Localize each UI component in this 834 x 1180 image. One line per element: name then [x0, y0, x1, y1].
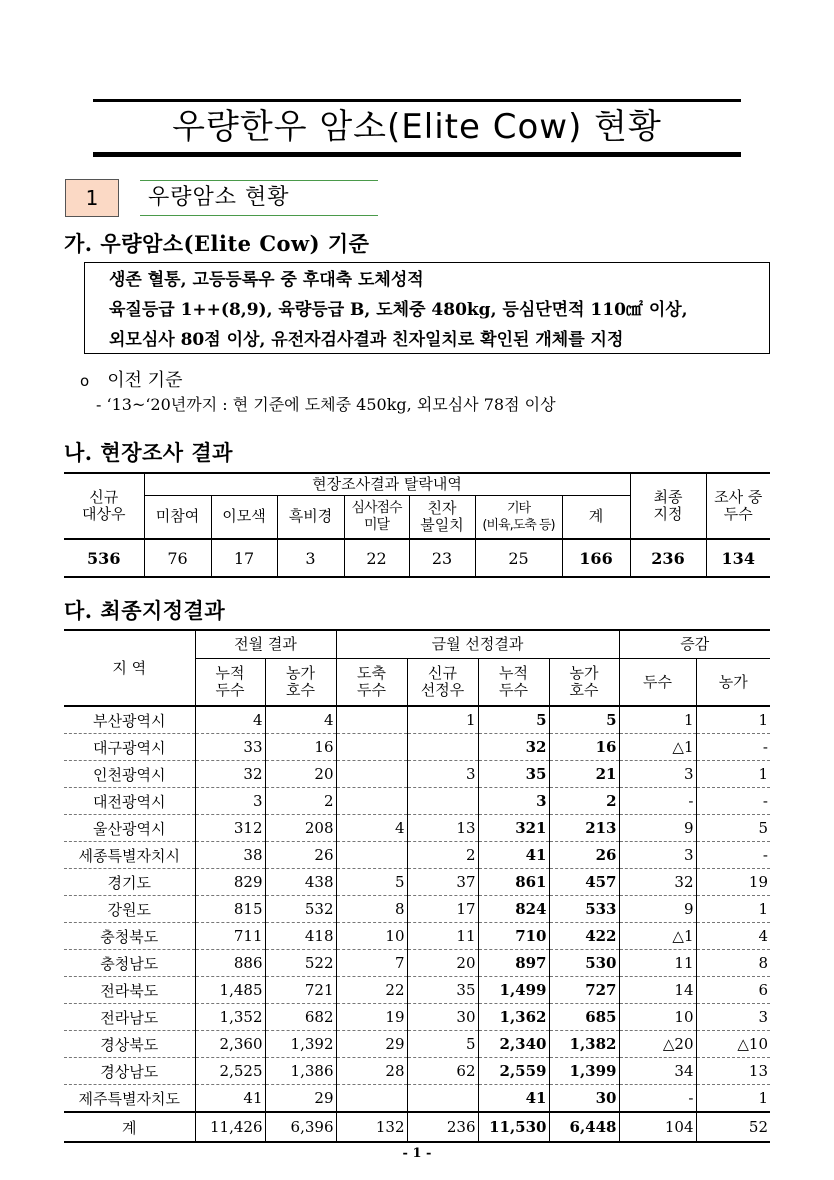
table-cell: - [696, 842, 770, 869]
table-cell: 532 [265, 896, 336, 923]
previous-criteria-heading [80, 366, 182, 392]
table-cell: △20 [619, 1031, 696, 1058]
total-cell: 11,426 [195, 1112, 265, 1142]
table-cell: 13 [696, 1058, 770, 1085]
survey-value: 76 [144, 539, 211, 577]
table-cell: 16 [549, 734, 619, 761]
table-cell: 1 [696, 1085, 770, 1113]
table-cell: 5 [478, 706, 549, 734]
header-final: 최종 지정 [630, 473, 706, 539]
table-cell: 438 [265, 869, 336, 896]
table-cell: 14 [619, 977, 696, 1004]
survey-value: 236 [630, 539, 706, 577]
table-cell: 727 [549, 977, 619, 1004]
table-row [64, 815, 770, 842]
region-name: 제주특별자치도 [64, 1085, 195, 1113]
table-cell: 682 [265, 1004, 336, 1031]
header-farm-count: 농가 호수 [549, 659, 619, 707]
region-name: 충청북도 [64, 923, 195, 950]
table-cell: 1,499 [478, 977, 549, 1004]
table-cell: - [619, 788, 696, 815]
header-col: 계 [562, 495, 630, 539]
table-cell [336, 761, 407, 788]
table-cell: 5 [549, 706, 619, 734]
table-cell: 62 [407, 1058, 478, 1085]
table-cell: 1,352 [195, 1004, 265, 1031]
table-cell: 1,362 [478, 1004, 549, 1031]
table-cell: 3 [619, 842, 696, 869]
table-cell: 418 [265, 923, 336, 950]
table-cell: 1 [696, 896, 770, 923]
criteria-line: 생존 혈통, 고등등록우 중 후대축 도체성적 [109, 270, 424, 290]
table-cell: 34 [619, 1058, 696, 1085]
table-cell: 4 [265, 706, 336, 734]
survey-value: 134 [706, 539, 770, 577]
table-cell: 7 [336, 950, 407, 977]
table-cell: 824 [478, 896, 549, 923]
survey-value: 3 [277, 539, 344, 577]
table-cell: 829 [195, 869, 265, 896]
final-heading: 다. 최종지정결과 [64, 598, 226, 623]
survey-value: 17 [211, 539, 277, 577]
table-cell: 3 [195, 788, 265, 815]
table-cell: 9 [619, 815, 696, 842]
table-cell: 32 [619, 869, 696, 896]
section-number: 1 [65, 179, 119, 217]
table-cell: 2,340 [478, 1031, 549, 1058]
table-cell: △1 [619, 734, 696, 761]
header-under-survey: 조사 중 두수 [706, 473, 770, 539]
table-cell: 22 [336, 977, 407, 1004]
table-cell: 5 [407, 1031, 478, 1058]
table-cell: 38 [195, 842, 265, 869]
header-prev-month: 전월 결과 [195, 630, 336, 659]
region-name: 대구광역시 [64, 734, 195, 761]
final-table [64, 629, 770, 1143]
table-cell: 1 [407, 706, 478, 734]
table-cell: 9 [619, 896, 696, 923]
total-cell: 6,448 [549, 1112, 619, 1142]
table-row [64, 1004, 770, 1031]
total-cell: 11,530 [478, 1112, 549, 1142]
table-cell: 530 [549, 950, 619, 977]
total-cell: 104 [619, 1112, 696, 1142]
total-label: 계 [64, 1112, 195, 1142]
total-cell: 52 [696, 1112, 770, 1142]
table-cell: 2,360 [195, 1031, 265, 1058]
table-cell: 533 [549, 896, 619, 923]
table-cell: 1,399 [549, 1058, 619, 1085]
table-row [64, 788, 770, 815]
region-name: 대전광역시 [64, 788, 195, 815]
table-cell: 886 [195, 950, 265, 977]
region-name: 강원도 [64, 896, 195, 923]
table-cell: 32 [195, 761, 265, 788]
table-cell: 19 [696, 869, 770, 896]
table-cell: 2,559 [478, 1058, 549, 1085]
table-cell: 1,485 [195, 977, 265, 1004]
table-cell: 422 [549, 923, 619, 950]
table-row [64, 734, 770, 761]
header-col: 심사점수 미달 [344, 495, 409, 539]
table-cell: 1 [696, 761, 770, 788]
table-cell: 3 [407, 761, 478, 788]
page-number: - 1 - [402, 1146, 432, 1161]
table-cell [336, 1085, 407, 1113]
table-cell: 3 [696, 1004, 770, 1031]
table-cell: 32 [478, 734, 549, 761]
table-cell: 5 [696, 815, 770, 842]
header-col: 이모색 [211, 495, 277, 539]
table-cell: 16 [265, 734, 336, 761]
table-row [64, 1031, 770, 1058]
table-cell: 8 [696, 950, 770, 977]
table-cell: - [696, 734, 770, 761]
header-col: 미참여 [144, 495, 211, 539]
region-name: 경기도 [64, 869, 195, 896]
header-col: 친자 불일치 [409, 495, 475, 539]
table-cell: 29 [336, 1031, 407, 1058]
table-cell [336, 788, 407, 815]
survey-value: 22 [344, 539, 409, 577]
header-cum-head: 누적 두수 [195, 659, 265, 707]
table-cell: 312 [195, 815, 265, 842]
table-cell: 21 [549, 761, 619, 788]
table-cell: 897 [478, 950, 549, 977]
region-name: 세종특별자치시 [64, 842, 195, 869]
survey-table [64, 472, 770, 578]
table-row [64, 842, 770, 869]
region-name: 충청남도 [64, 950, 195, 977]
table-row [64, 761, 770, 788]
table-cell: 10 [336, 923, 407, 950]
table-cell [407, 734, 478, 761]
region-name: 경상북도 [64, 1031, 195, 1058]
table-cell: 457 [549, 869, 619, 896]
header-region: 지 역 [64, 630, 195, 706]
header-cum-head: 누적 두수 [478, 659, 549, 707]
table-cell: 721 [265, 977, 336, 1004]
title-rule-bottom [93, 152, 741, 157]
region-name: 부산광역시 [64, 706, 195, 734]
table-cell: 41 [478, 842, 549, 869]
previous-criteria-line: - ‘13~‘20년까지 : 현 기준에 도체중 450kg, 외모심사 78점 이상 [96, 395, 556, 414]
header-new-target: 신규 대상우 [64, 473, 144, 539]
table-row [64, 896, 770, 923]
table-cell: 2 [407, 842, 478, 869]
table-cell: 321 [478, 815, 549, 842]
table-row [64, 1058, 770, 1085]
table-cell: 4 [195, 706, 265, 734]
table-cell: 3 [478, 788, 549, 815]
criteria-line: 외모심사 80점 이상, 유전자검사결과 친자일치로 확인된 개체를 지정 [109, 330, 624, 350]
table-cell: 2 [549, 788, 619, 815]
header-col [475, 495, 562, 539]
header-slaughter: 도축 두수 [336, 659, 407, 707]
table-row [64, 869, 770, 896]
survey-value: 23 [409, 539, 475, 577]
total-cell: 132 [336, 1112, 407, 1142]
table-cell: - [619, 1085, 696, 1113]
survey-value: 25 [475, 539, 562, 577]
region-name: 전라남도 [64, 1004, 195, 1031]
table-cell: 28 [336, 1058, 407, 1085]
table-cell: △1 [619, 923, 696, 950]
table-cell: 208 [265, 815, 336, 842]
criteria-line: 육질등급 1++(8,9), 육량등급 B, 도체중 480kg, 등심단면적 110㎠ 이상, [109, 300, 688, 320]
survey-heading: 나. 현장조사 결과 [64, 440, 233, 465]
section-title: 우량암소 현황 [140, 180, 378, 216]
final-table-body [64, 706, 770, 1112]
table-cell: 2,525 [195, 1058, 265, 1085]
table-row [64, 923, 770, 950]
table-cell: 1 [619, 706, 696, 734]
table-cell: 1 [696, 706, 770, 734]
header-new-select: 신규 선정우 [407, 659, 478, 707]
table-cell: 711 [195, 923, 265, 950]
table-cell: △10 [696, 1031, 770, 1058]
page-title: 우량한우 암소(Elite Cow) 현황 [172, 107, 662, 147]
region-name: 인천광역시 [64, 761, 195, 788]
table-row [64, 977, 770, 1004]
header-this-month: 금월 선정결과 [336, 630, 619, 659]
table-cell: 29 [265, 1085, 336, 1113]
table-cell: 13 [407, 815, 478, 842]
table-cell: 35 [407, 977, 478, 1004]
title-rule-top [93, 99, 741, 102]
header-farm-count: 농가 호수 [265, 659, 336, 707]
table-cell: 2 [265, 788, 336, 815]
table-cell: 41 [478, 1085, 549, 1113]
table-cell [336, 842, 407, 869]
table-row [64, 950, 770, 977]
table-cell: 1,386 [265, 1058, 336, 1085]
table-cell: 4 [336, 815, 407, 842]
table-cell: 19 [336, 1004, 407, 1031]
table-cell: 6 [696, 977, 770, 1004]
other-label: 기타 (비육,도축 등) [482, 500, 555, 533]
table-cell: 4 [696, 923, 770, 950]
table-cell: 41 [195, 1085, 265, 1113]
table-cell: 30 [549, 1085, 619, 1113]
region-name: 전라북도 [64, 977, 195, 1004]
table-cell: 37 [407, 869, 478, 896]
table-cell: 33 [195, 734, 265, 761]
table-cell: 26 [549, 842, 619, 869]
total-row [64, 1112, 770, 1142]
table-cell: 1,392 [265, 1031, 336, 1058]
table-cell: 11 [619, 950, 696, 977]
table-cell: 522 [265, 950, 336, 977]
table-cell: 710 [478, 923, 549, 950]
table-cell [336, 706, 407, 734]
region-name: 울산광역시 [64, 815, 195, 842]
total-cell: 6,396 [265, 1112, 336, 1142]
table-cell [336, 734, 407, 761]
table-cell: 8 [336, 896, 407, 923]
survey-value: 536 [64, 539, 144, 577]
table-cell: 17 [407, 896, 478, 923]
table-cell: 26 [265, 842, 336, 869]
table-cell [407, 1085, 478, 1113]
table-cell: 20 [265, 761, 336, 788]
header-farm: 농가 [696, 659, 770, 707]
region-name: 경상남도 [64, 1058, 195, 1085]
table-cell: 10 [619, 1004, 696, 1031]
header-head: 두수 [619, 659, 696, 707]
table-cell: 20 [407, 950, 478, 977]
previous-heading-text: 이전 기준 [107, 370, 183, 391]
table-cell: 1,382 [549, 1031, 619, 1058]
header-col: 흑비경 [277, 495, 344, 539]
table-cell: 213 [549, 815, 619, 842]
table-cell: 815 [195, 896, 265, 923]
table-cell: 5 [336, 869, 407, 896]
survey-value: 166 [562, 539, 630, 577]
table-row [64, 1085, 770, 1113]
criteria-heading: 가. 우량암소(Elite Cow) 기준 [64, 231, 370, 256]
table-cell: - [696, 788, 770, 815]
table-cell: 11 [407, 923, 478, 950]
total-cell: 236 [407, 1112, 478, 1142]
table-cell: 35 [478, 761, 549, 788]
table-row [64, 706, 770, 734]
bullet: o [80, 372, 90, 390]
header-change: 증감 [619, 630, 770, 659]
header-group: 현장조사결과 탈락내역 [144, 473, 630, 495]
table-cell: 30 [407, 1004, 478, 1031]
criteria-box [84, 262, 770, 354]
table-cell: 861 [478, 869, 549, 896]
table-cell: 685 [549, 1004, 619, 1031]
table-cell: 3 [619, 761, 696, 788]
table-cell [407, 788, 478, 815]
